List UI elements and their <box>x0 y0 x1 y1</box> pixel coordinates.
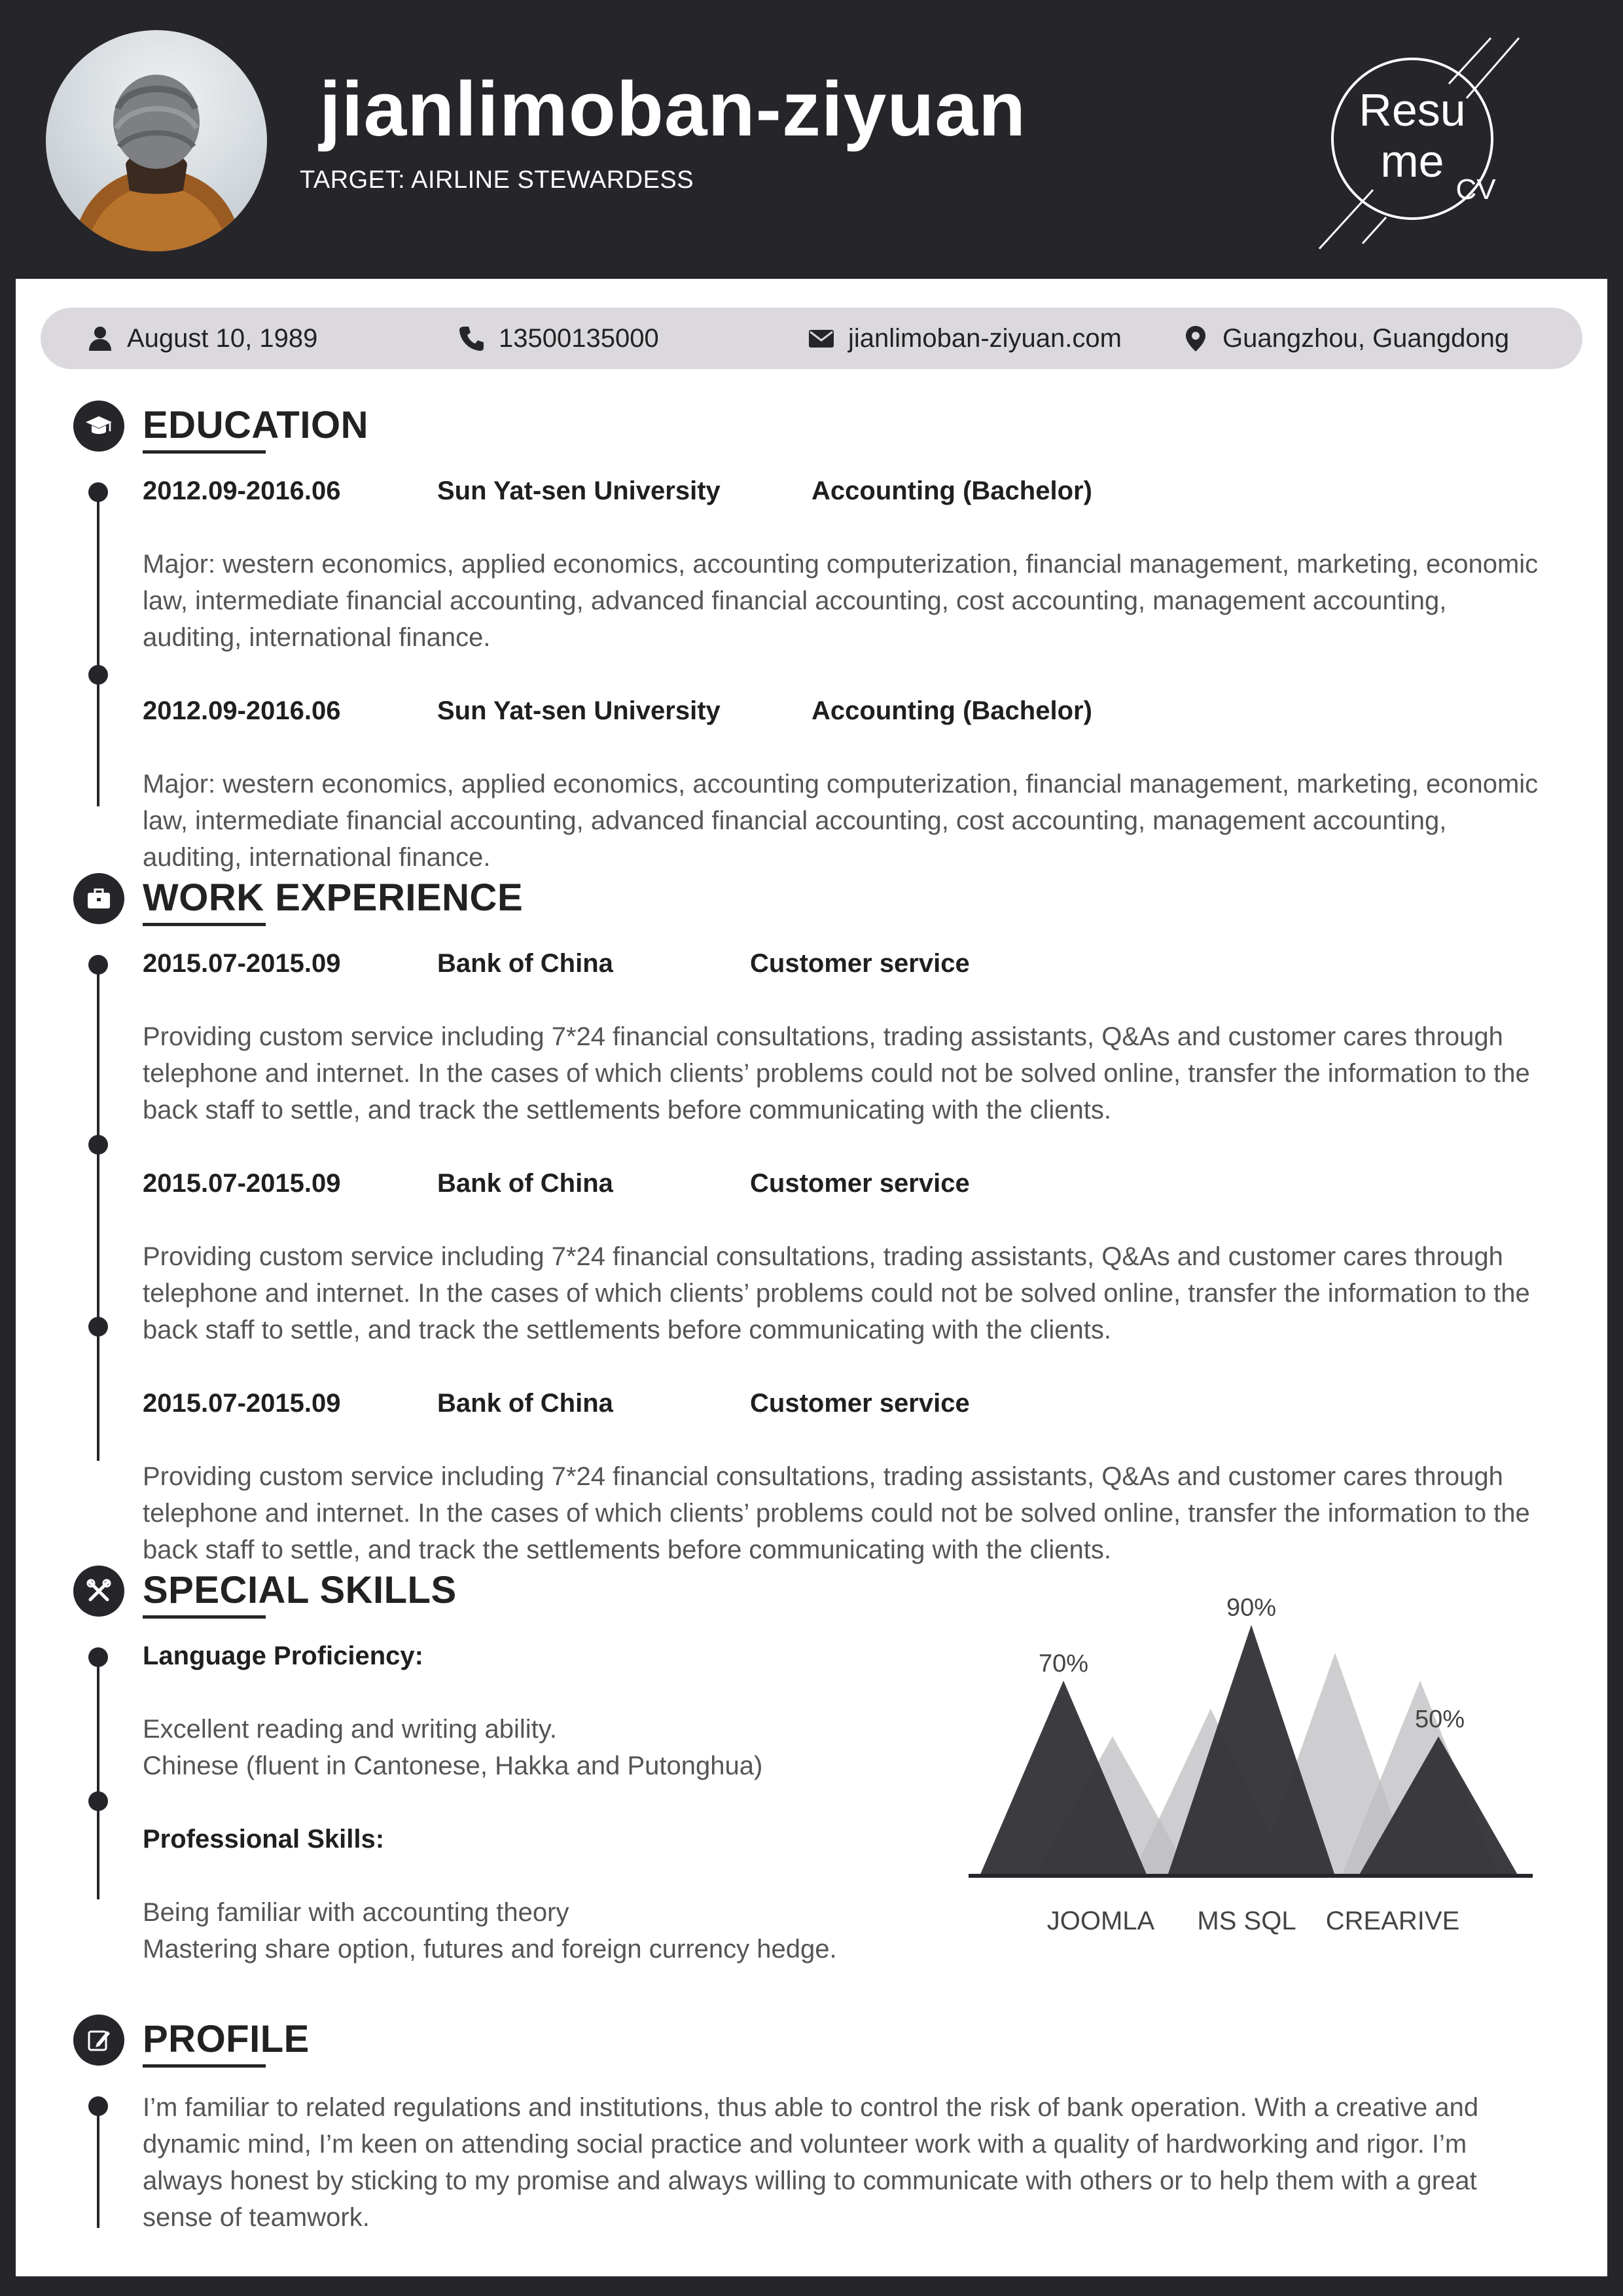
language-proficiency-title: Language Proficiency: <box>143 1641 423 1670</box>
education-2-description: Major: western economics, applied economics, accounting computerization, financial management, marketing, economic law, intermediate financial accounting, advanced financial accounting, cost accounting, management accounting, auditing, international finance. <box>143 770 1539 872</box>
skills-timeline <box>97 1657 99 1899</box>
timeline-dot <box>88 1791 108 1811</box>
work-timeline <box>97 965 99 1461</box>
education-title-underline <box>143 450 266 454</box>
chart-category-labels <box>1047 1907 1459 1935</box>
timeline-dot <box>88 665 108 685</box>
edit-icon <box>84 2025 114 2055</box>
education-2-period: 2012.09-2016.06 <box>143 696 341 725</box>
category-label: MS SQL <box>1197 1907 1296 1935</box>
resume-cv-logo <box>1306 33 1529 255</box>
work-2-company: Bank of China <box>437 1169 613 1198</box>
work-1-role: Customer service <box>750 949 970 978</box>
contact-bar <box>41 308 1582 369</box>
education-2-degree: Accounting (Bachelor) <box>812 696 1092 725</box>
location-pin-icon <box>1182 325 1209 352</box>
education-2-school: Sun Yat-sen University <box>437 696 721 725</box>
birthday-text: August 10, 1989 <box>127 323 318 353</box>
email-text: jianlimoban-ziyuan.com <box>848 323 1122 353</box>
work-1-period: 2015.07-2015.09 <box>143 949 341 978</box>
value-label: 90% <box>1226 1594 1277 1622</box>
skills-title-underline <box>143 1615 266 1619</box>
avatar <box>46 30 267 251</box>
contact-email <box>808 308 1122 369</box>
education-section-icon <box>73 401 124 452</box>
profile-title: PROFILE <box>143 2018 310 2060</box>
contact-phone <box>458 308 659 369</box>
work-title-underline <box>143 923 266 926</box>
work-3-description: Providing custom service including 7*24 financial consultations, trading assistants, Q&As and customer cares through telephone and internet. In the cases of which clients’ problems could not be solved online, transfer the information to the back staff to settle, and track the settlements before communicating with the clients. <box>143 1462 1530 1564</box>
graduation-cap-icon <box>84 411 114 441</box>
work-3-period: 2015.07-2015.09 <box>143 1389 341 1418</box>
skills-title: SPECIAL SKILLS <box>143 1569 457 1611</box>
logo-text-cv: CV <box>1455 173 1496 206</box>
tools-icon <box>84 1576 114 1606</box>
contact-location <box>1182 308 1509 369</box>
profile-timeline <box>97 2106 99 2228</box>
category-label: JOOMLA <box>1046 1907 1155 1935</box>
work-3-role: Customer service <box>750 1389 970 1418</box>
phone-icon <box>458 325 486 352</box>
skills-chart <box>962 1571 1551 1950</box>
value-label: 70% <box>1038 1649 1089 1677</box>
education-1-degree: Accounting (Bachelor) <box>812 476 1092 505</box>
job-target: TARGET: AIRLINE STEWARDESS <box>300 166 694 194</box>
work-1-description: Providing custom service including 7*24 financial consultations, trading assistants, Q&As and customer cares through telephone and internet. In the cases of which clients’ problems could not be solved online, transfer the information to the back staff to settle, and track the settlements before communicating with the clients. <box>143 1022 1530 1124</box>
envelope-icon <box>808 325 835 352</box>
education-1-description: Major: western economics, applied economics, accounting computerization, financial management, marketing, economic law, intermediate financial accounting, advanced financial accounting, cost accounting, management accounting, auditing, international finance. <box>143 550 1539 652</box>
logo-text-me: me <box>1380 135 1444 187</box>
timeline-dot <box>88 2096 108 2116</box>
location-text: Guangzhou, Guangdong <box>1222 323 1510 353</box>
work-title: WORK EXPERIENCE <box>143 876 524 919</box>
education-1-school: Sun Yat-sen University <box>437 476 721 505</box>
profile-title-underline <box>143 2064 266 2068</box>
education-timeline <box>97 492 99 806</box>
timeline-dot <box>88 1317 108 1336</box>
work-1-company: Bank of China <box>437 949 613 978</box>
work-2-description: Providing custom service including 7*24 financial consultations, trading assistants, Q&As and customer cares through telephone and internet. In the cases of which clients’ problems could not be solved online, transfer the information to the back staff to settle, and track the settlements before communicating with the clients. <box>143 1242 1530 1344</box>
logo-text-resu: Resu <box>1359 84 1466 135</box>
language-line-2: Chinese (fluent in Cantonese, Hakka and Putonghua) <box>143 1751 763 1780</box>
language-line-1: Excellent reading and writing ability. <box>143 1715 557 1744</box>
timeline-dot <box>88 955 108 975</box>
avatar-photo <box>46 30 267 251</box>
work-2-role: Customer service <box>750 1169 970 1198</box>
category-label: CREARIVE <box>1325 1907 1460 1935</box>
professional-line-1: Being familiar with accounting theory <box>143 1898 569 1927</box>
timeline-dot <box>88 1135 108 1155</box>
phone-text: 13500135000 <box>499 323 659 353</box>
professional-skills-title: Professional Skills: <box>143 1825 385 1854</box>
skills-section-icon <box>73 1566 124 1617</box>
education-title: EDUCATION <box>143 404 368 446</box>
work-section-icon <box>73 873 124 924</box>
professional-line-2: Mastering share option, futures and foreign currency hedge. <box>143 1935 837 1964</box>
contact-birthday <box>86 308 317 369</box>
briefcase-icon <box>84 884 114 914</box>
work-2-period: 2015.07-2015.09 <box>143 1169 341 1198</box>
education-1-period: 2012.09-2016.06 <box>143 476 341 505</box>
value-label: 50% <box>1414 1706 1465 1733</box>
timeline-dot <box>88 482 108 502</box>
work-3-company: Bank of China <box>437 1389 613 1418</box>
person-icon <box>86 325 114 352</box>
candidate-name: jianlimoban-ziyuan <box>319 66 1027 152</box>
profile-section-icon <box>73 2015 124 2066</box>
profile-text: I’m familiar to related regulations and institutions, thus able to control the risk of bank operation. With a creative and dynamic mind, I’m keen on attending social practice and volunteer work with a quality of hardworking and rigor. I’m always honest by sticking to my promise and always willing to communicate with others or to help them with a great sense of teamwork. <box>143 2093 1479 2232</box>
timeline-dot <box>88 1647 108 1667</box>
